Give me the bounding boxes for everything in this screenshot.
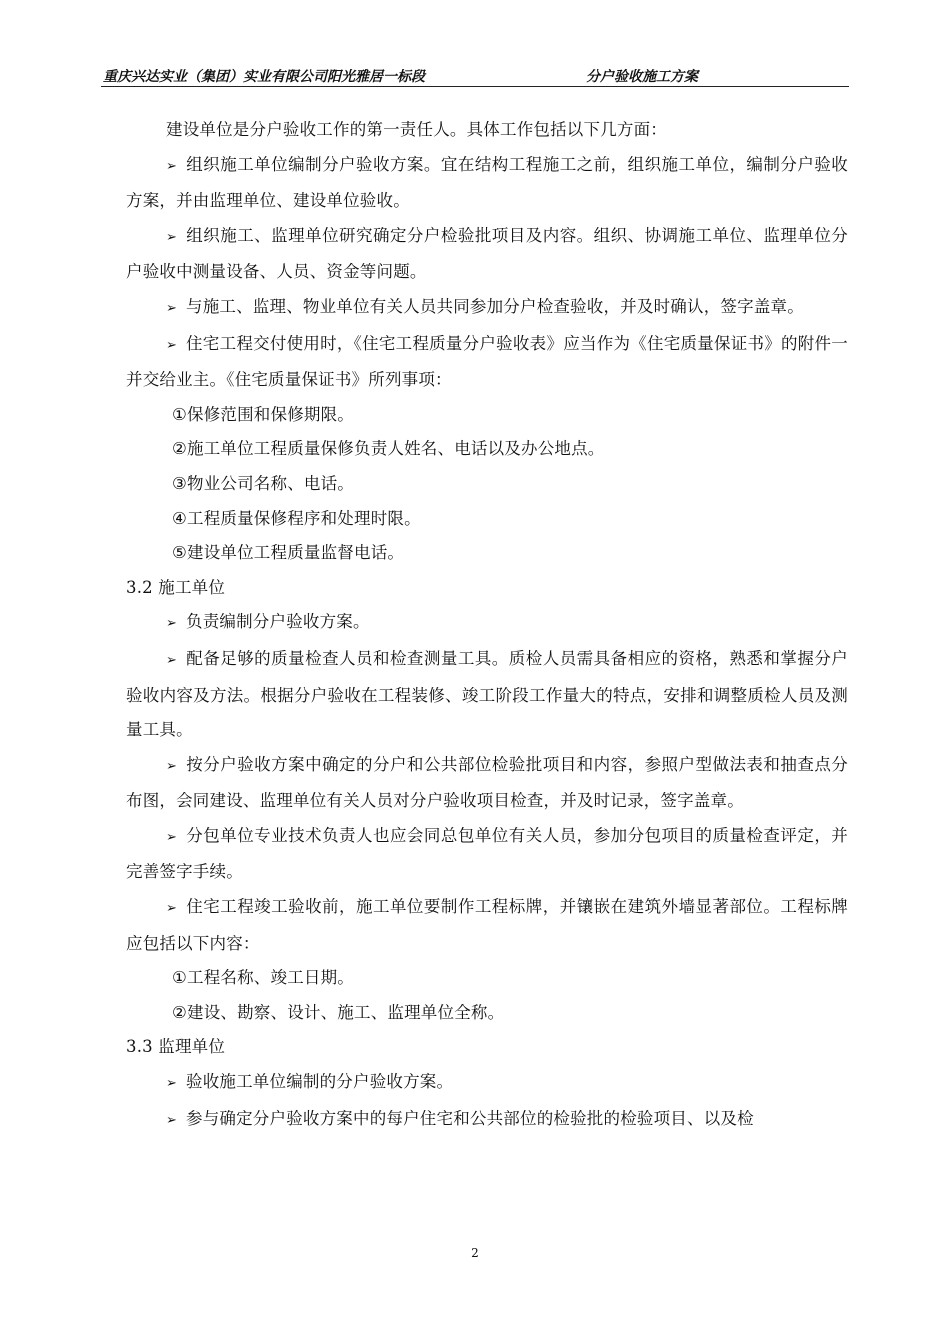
paragraph-text: 住宅工程交付使用时，《住宅工程质量分户验收表》应当作为《住宅质量保证书》的附件一并交给业主。《住宅质量保证书》所列事项：	[126, 333, 848, 390]
arrow-bullet-icon: ➢	[166, 652, 178, 668]
bullet-paragraph	[126, 290, 848, 327]
page-header	[101, 64, 849, 87]
arrow-bullet-icon: ➢	[166, 758, 178, 774]
section-heading: 3.2 施工单位	[126, 577, 226, 597]
paragraph-text: 验收施工单位编制的分户验收方案。	[186, 1072, 454, 1092]
paragraph-text: 住宅工程竣工验收前，施工单位要制作工程标牌，并镶嵌在建筑外墙显著部位。工程标牌应包括以下内容：	[126, 897, 848, 953]
bullet-paragraph	[126, 890, 848, 961]
arrow-bullet-icon: ➢	[166, 1112, 178, 1128]
numbered-item	[126, 502, 848, 537]
arrow-bullet-icon: ➢	[166, 901, 178, 917]
bullet-paragraph	[126, 819, 848, 890]
bullet-paragraph	[126, 1065, 848, 1102]
intro-paragraph: 建设单位是分户验收工作的第一责任人。具体工作包括以下几方面：	[166, 120, 667, 139]
arrow-bullet-icon: ➢	[166, 300, 178, 316]
item-number: ④	[172, 508, 187, 528]
item-text: 保修范围和保修期限。	[187, 404, 354, 424]
bullet-paragraph	[126, 605, 848, 642]
paragraph-text: 参与确定分户验收方案中的每户住宅和公共部位的检验批的检验项目、以及检	[186, 1108, 754, 1128]
header-doc-title: 分户验收施工方案	[586, 69, 698, 85]
paragraph-text: 组织施工、监理单位研究确定分户检验批项目及内容。组织、协调施工单位、监理单位分户验收中测量设备、人员、资金等问题。	[126, 225, 848, 282]
item-number: ③	[172, 473, 187, 493]
item-text: 建设、勘察、设计、施工、监理单位全称。	[187, 1002, 505, 1022]
item-text: 工程名称、竣工日期。	[187, 968, 354, 988]
section-heading: 3.3 监理单位	[126, 1037, 226, 1057]
bullet-paragraph	[126, 642, 848, 748]
numbered-item	[126, 536, 848, 571]
item-number: ①	[172, 404, 187, 424]
paragraph-text: 与施工、监理、物业单位有关人员共同参加分户检查验收，并及时确认，签字盖章。	[186, 296, 804, 316]
bullet-paragraph	[126, 327, 848, 398]
item-text: 施工单位工程质量保修负责人姓名、电话以及办公地点。	[187, 439, 605, 459]
paragraph-text: 按分户验收方案中确定的分户和公共部位检验批项目和内容，参照户型做法表和抽查点分布图，会同建设、监理单位有关人员对分户验收项目检查，并及时记录，签字盖章。	[126, 754, 848, 811]
arrow-bullet-icon: ➢	[166, 616, 178, 632]
bullet-paragraph	[126, 1102, 848, 1139]
numbered-item	[126, 996, 848, 1031]
item-number: ⑤	[172, 543, 187, 563]
numbered-item	[126, 961, 848, 996]
item-text: 工程质量保修程序和处理时限。	[187, 508, 421, 528]
arrow-bullet-icon: ➢	[166, 158, 178, 174]
item-text: 物业公司名称、电话。	[187, 473, 354, 493]
numbered-item	[126, 467, 848, 502]
numbered-item	[126, 432, 848, 467]
document-body	[126, 113, 848, 1138]
paragraph-text: 组织施工单位编制分户验收方案。宜在结构工程施工之前，组织施工单位，编制分户验收方案，并由监理单位、建设单位验收。	[126, 154, 848, 211]
bullet-paragraph	[126, 148, 848, 219]
item-number: ①	[172, 968, 187, 988]
arrow-bullet-icon: ➢	[166, 229, 178, 245]
paragraph-text: 负责编制分户验收方案。	[186, 612, 370, 632]
item-text: 建设单位工程质量监督电话。	[187, 543, 405, 563]
paragraph-text: 分包单位专业技术负责人也应会同总包单位有关人员，参加分包项目的质量检查评定，并完善签字手续。	[126, 825, 848, 882]
item-number: ②	[172, 439, 187, 459]
bullet-paragraph	[126, 748, 848, 819]
arrow-bullet-icon: ➢	[166, 337, 178, 353]
header-company: 重庆兴达实业（集团）实业有限公司阳光雅居一标段	[103, 69, 425, 85]
arrow-bullet-icon: ➢	[166, 829, 178, 845]
item-number: ②	[172, 1002, 187, 1022]
paragraph-text: 配备足够的质量检查人员和检查测量工具。质检人员需具备相应的资格，熟悉和掌握分户验收内容及方法。根据分户验收在工程装修、竣工阶段工作量大的特点，安排和调整质检人员及测量工具。	[126, 648, 848, 740]
page-number: 2	[471, 1246, 479, 1260]
numbered-item	[126, 398, 848, 433]
arrow-bullet-icon: ➢	[166, 1076, 178, 1092]
bullet-paragraph	[126, 219, 848, 290]
